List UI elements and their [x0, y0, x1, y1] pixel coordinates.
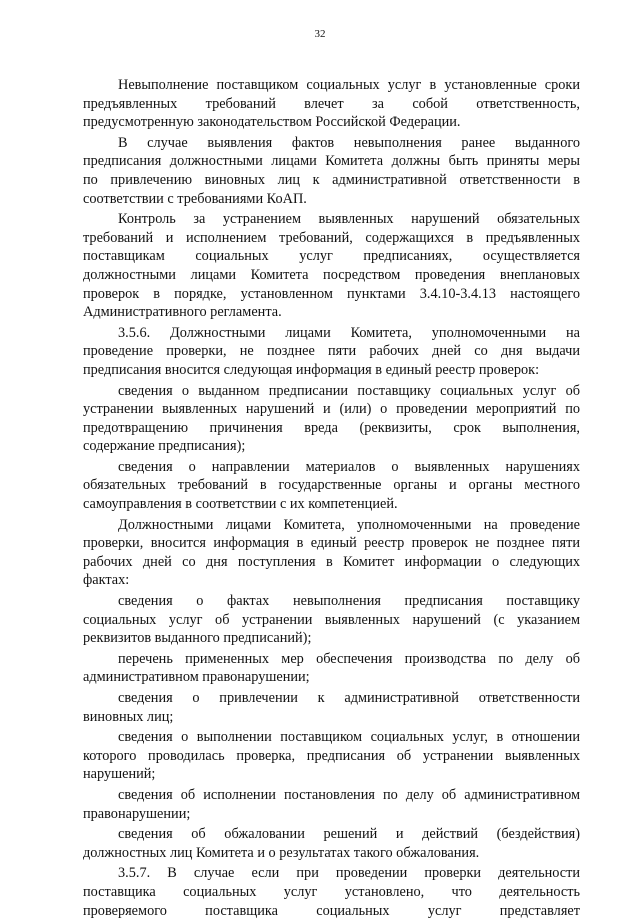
text-line: сведения о привлечении к административной ответственности — [118, 690, 580, 706]
paragraph — [83, 134, 580, 208]
text-line: должностными лицами Комитета посредством проведения внеплановых — [83, 266, 580, 283]
text-line: устранении выявленных нарушений и (или) о проведении мероприятий по — [83, 401, 580, 418]
text-line: виновных лиц; — [83, 708, 174, 725]
paragraph — [83, 592, 580, 648]
text-line: поставщикам социальных услуг предписаниях, осуществляется — [83, 248, 580, 265]
text-line: Административного регламента. — [83, 304, 282, 321]
text-line: по привлечению виновных лиц к административной ответственности в — [83, 171, 580, 188]
text-line: сведения об обжаловании решений и действий (бездействия) — [118, 826, 580, 843]
page-number: 32 — [314, 28, 326, 40]
paragraph — [83, 76, 580, 132]
text-line: В случае выявления фактов невыполнения ранее выданного — [118, 134, 580, 151]
paragraph — [83, 825, 580, 862]
text-line: рабочих дней со дня поступления в Комитет информации о следующих — [83, 553, 580, 570]
text-line: предъявленных требований влечет за собой ответственность, — [83, 95, 580, 112]
text-line: сведения о фактах невыполнения предписания поставщику — [118, 593, 580, 610]
text-line: обязательных требований в государственные органы и органы местного — [83, 477, 580, 494]
paragraph — [83, 864, 580, 920]
text-line: предусмотренную законодательством Российской Федерации. — [83, 114, 461, 131]
paragraph — [83, 650, 580, 687]
paragraph — [83, 382, 580, 456]
text-line: правонарушении; — [83, 805, 191, 822]
text-line: содержание предписания); — [83, 438, 246, 455]
text-line: которого проводилась проверка, предписания об устранении выявленных — [83, 747, 580, 764]
text-line: сведения о направлении материалов о выявленных нарушениях — [118, 458, 580, 475]
text-line: перечень примененных мер обеспечения производства по делу об — [118, 650, 580, 667]
paragraph — [83, 516, 580, 590]
text-line: самоуправления в соответствии с их компетенцией. — [83, 496, 398, 513]
text-line: Должностными лицами Комитета, уполномоченными на проведение — [118, 516, 580, 533]
paragraph — [83, 210, 580, 322]
text-line: проверки, вносится информация в единый реестр проверок не позднее пяти — [83, 535, 580, 552]
text-line: 3.5.6. Должностными лицами Комитета, уполномоченными на — [118, 324, 580, 341]
text-line: административном правонарушении; — [83, 669, 310, 686]
text-line: фактах: — [83, 572, 130, 589]
text-line: нарушений; — [83, 766, 156, 783]
paragraph — [83, 324, 580, 380]
text-line: социальных услуг об устранении выявленных нарушений (с указанием — [83, 611, 580, 628]
text-line: 3.5.7. В случае если при проведении проверки деятельности — [118, 865, 580, 882]
text-line: сведения о выполнении поставщиком социальных услуг, в отношении — [118, 729, 580, 746]
paragraph — [83, 458, 580, 514]
text-line: проверок в порядке, установленном пунктами 3.4.10-3.4.13 настоящего — [83, 285, 580, 302]
text-line: предотвращению причинения вреда (реквизиты, срок выполнения, — [83, 419, 580, 436]
document-body — [83, 76, 580, 922]
text-line: должностных лиц Комитета и о результатах такого обжалования. — [83, 844, 480, 861]
paragraph — [83, 786, 580, 823]
text-line: сведения о выданном предписании поставщику социальных услуг об — [118, 382, 580, 399]
text-line: Контроль за устранением выявленных нарушений обязательных — [118, 211, 580, 228]
text-line: проверяемого поставщика социальных услуг представляет — [83, 902, 580, 919]
text-line: проведение проверки, не позднее пяти рабочих дней со дня выдачи — [83, 343, 580, 360]
text-line: Невыполнение поставщиком социальных услуг в установленные сроки — [118, 77, 580, 93]
text-line: поставщика социальных услуг установлено, что деятельность — [83, 883, 580, 900]
text-line: предписания вносится следующая информация в единый реестр проверок: — [83, 361, 540, 378]
text-line: реквизитов выданного предписаний); — [83, 630, 312, 647]
text-line: сведения об исполнении постановления по делу об административном — [118, 786, 580, 803]
paragraph — [83, 728, 580, 784]
text-line: соответствии с требованиями КоАП. — [83, 190, 307, 207]
text-line: предписания должностными лицами Комитета должны быть приняты меры — [83, 153, 580, 170]
paragraph — [83, 689, 580, 726]
text-line: требований и исполнением требований, содержащихся в предъявленных — [83, 229, 580, 246]
